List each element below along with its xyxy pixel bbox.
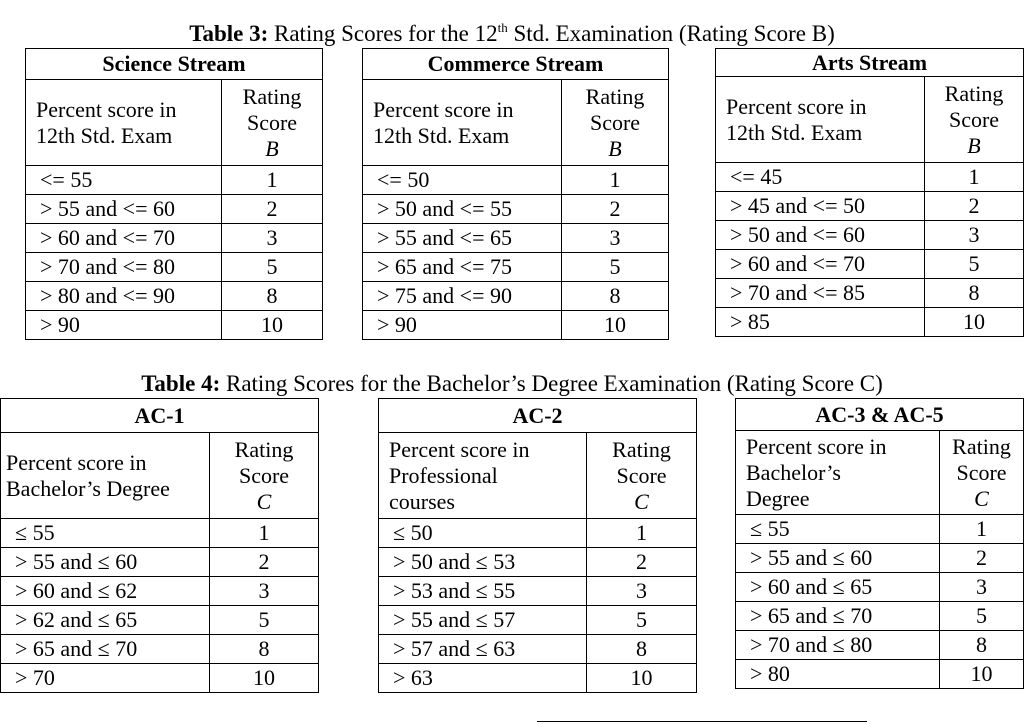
table3-label: Table 3: xyxy=(189,21,269,46)
score-cell: 8 xyxy=(210,635,319,664)
score-cell: 5 xyxy=(925,250,1024,279)
score-cell: 10 xyxy=(210,664,319,693)
percent-header: Percent score in Bachelor’s Degree xyxy=(1,433,210,519)
range-cell: > 70 and <= 80 xyxy=(26,253,222,282)
range-cell: > 63 xyxy=(379,664,587,693)
rating-header: Rating Score B xyxy=(925,77,1024,163)
percent-header: Percent score in 12th Std. Exam xyxy=(716,77,925,163)
percent-header: Percent score in Bachelor’s Degree xyxy=(736,431,940,515)
score-cell: 3 xyxy=(210,577,319,606)
score-cell: 3 xyxy=(925,221,1024,250)
table-row xyxy=(716,279,1024,308)
score-cell: 8 xyxy=(222,282,323,311)
score-cell: 8 xyxy=(587,635,697,664)
table-row xyxy=(26,224,323,253)
score-cell: 5 xyxy=(210,606,319,635)
rating-header: Rating Score C xyxy=(587,433,697,519)
table-row xyxy=(379,664,697,693)
score-cell: 3 xyxy=(940,573,1024,602)
table-row xyxy=(363,253,669,282)
score-cell: 1 xyxy=(925,163,1024,192)
score-cell: 2 xyxy=(925,192,1024,221)
range-cell: > 75 and <= 90 xyxy=(363,282,562,311)
table-row xyxy=(736,544,1024,573)
score-cell: 10 xyxy=(562,311,669,340)
percent-header: Percent score in 12th Std. Exam xyxy=(26,80,222,166)
table-row xyxy=(363,166,669,195)
score-cell: 1 xyxy=(562,166,669,195)
table-row xyxy=(363,195,669,224)
score-cell: 8 xyxy=(925,279,1024,308)
rating-header: Rating Score B xyxy=(562,80,669,166)
score-cell: 10 xyxy=(587,664,697,693)
table-row xyxy=(716,192,1024,221)
score-cell: 1 xyxy=(940,515,1024,544)
table4-title: Rating Scores for the Bachelor’s Degree Examination (Rating Score C) xyxy=(220,371,883,396)
category-title: AC-3 & AC-5 xyxy=(736,399,1024,431)
range-cell: > 60 and <= 70 xyxy=(26,224,222,253)
range-cell: > 55 and <= 65 xyxy=(363,224,562,253)
range-cell: <= 50 xyxy=(363,166,562,195)
range-cell: > 65 and ≤ 70 xyxy=(1,635,210,664)
table-row xyxy=(363,282,669,311)
range-cell: > 85 xyxy=(716,308,925,337)
range-cell: > 50 and <= 55 xyxy=(363,195,562,224)
table-row xyxy=(716,308,1024,337)
range-cell: > 70 and <= 85 xyxy=(716,279,925,308)
score-cell: 3 xyxy=(222,224,323,253)
range-cell: ≤ 55 xyxy=(1,519,210,548)
arts-stream-table xyxy=(715,48,1024,337)
table-row xyxy=(716,163,1024,192)
score-cell: 1 xyxy=(587,519,697,548)
stream-title: Commerce Stream xyxy=(363,49,669,80)
table-row xyxy=(716,250,1024,279)
table-row xyxy=(379,548,697,577)
range-cell: > 70 xyxy=(1,664,210,693)
table4-caption xyxy=(0,371,1024,397)
table4-label: Table 4: xyxy=(141,371,221,396)
percent-header: Percent score in Professional courses xyxy=(379,433,587,519)
page-edge-rule xyxy=(537,721,867,722)
range-cell: > 65 and ≤ 70 xyxy=(736,602,940,631)
table-row xyxy=(379,577,697,606)
stream-title: Science Stream xyxy=(26,49,323,80)
table3-caption xyxy=(0,21,1024,47)
table-row xyxy=(736,631,1024,660)
range-cell: <= 45 xyxy=(716,163,925,192)
range-cell: > 55 and ≤ 57 xyxy=(379,606,587,635)
rating-header: Rating Score C xyxy=(210,433,319,519)
range-cell: > 55 and ≤ 60 xyxy=(736,544,940,573)
table-row xyxy=(736,660,1024,689)
table-row xyxy=(1,548,319,577)
table-row xyxy=(1,664,319,693)
range-cell: > 55 and ≤ 60 xyxy=(1,548,210,577)
range-cell: > 60 and ≤ 65 xyxy=(736,573,940,602)
score-cell: 1 xyxy=(210,519,319,548)
stream-title: Arts Stream xyxy=(716,49,1024,77)
table-row xyxy=(1,519,319,548)
percent-header: Percent score in 12th Std. Exam xyxy=(363,80,562,166)
range-cell: > 55 and <= 60 xyxy=(26,195,222,224)
table-row xyxy=(716,221,1024,250)
score-cell: 10 xyxy=(925,308,1024,337)
ac3-ac5-table xyxy=(735,398,1024,689)
score-cell: 2 xyxy=(222,195,323,224)
table-row xyxy=(736,573,1024,602)
score-cell: 2 xyxy=(562,195,669,224)
range-cell: > 80 xyxy=(736,660,940,689)
range-cell: > 53 and ≤ 55 xyxy=(379,577,587,606)
table-row xyxy=(379,519,697,548)
table-row xyxy=(26,311,323,340)
table-row xyxy=(26,166,323,195)
range-cell: > 60 and <= 70 xyxy=(716,250,925,279)
table3-title-pre: Rating Scores for the 12 xyxy=(268,21,498,46)
range-cell: > 50 and ≤ 53 xyxy=(379,548,587,577)
table-row xyxy=(363,311,669,340)
table-row xyxy=(379,606,697,635)
score-cell: 5 xyxy=(940,602,1024,631)
table3-title-post: Std. Examination (Rating Score B) xyxy=(507,21,835,46)
table-row xyxy=(26,282,323,311)
category-title: AC-2 xyxy=(379,399,697,433)
table-row xyxy=(26,253,323,282)
rating-header: Rating Score C xyxy=(940,431,1024,515)
score-cell: 8 xyxy=(562,282,669,311)
range-cell: > 80 and <= 90 xyxy=(26,282,222,311)
science-stream-table xyxy=(25,48,323,340)
range-cell: > 50 and <= 60 xyxy=(716,221,925,250)
rating-header: Rating Score B xyxy=(222,80,323,166)
score-cell: 1 xyxy=(222,166,323,195)
score-cell: 3 xyxy=(562,224,669,253)
table-row xyxy=(1,577,319,606)
commerce-stream-table xyxy=(362,48,669,340)
range-cell: > 62 and ≤ 65 xyxy=(1,606,210,635)
table3-title-sup: th xyxy=(497,20,508,35)
score-cell: 8 xyxy=(940,631,1024,660)
score-cell: 5 xyxy=(222,253,323,282)
range-cell: > 60 and ≤ 62 xyxy=(1,577,210,606)
score-cell: 2 xyxy=(587,548,697,577)
ac1-table xyxy=(0,398,319,693)
range-cell: > 90 xyxy=(363,311,562,340)
table-row xyxy=(1,606,319,635)
score-cell: 2 xyxy=(940,544,1024,573)
table-row xyxy=(736,602,1024,631)
range-cell: > 90 xyxy=(26,311,222,340)
score-cell: 5 xyxy=(587,606,697,635)
score-cell: 3 xyxy=(587,577,697,606)
category-title: AC-1 xyxy=(1,399,319,433)
table-row xyxy=(1,635,319,664)
score-cell: 10 xyxy=(940,660,1024,689)
ac2-table xyxy=(378,398,697,693)
range-cell: > 45 and <= 50 xyxy=(716,192,925,221)
score-cell: 2 xyxy=(210,548,319,577)
table-row xyxy=(363,224,669,253)
range-cell: <= 55 xyxy=(26,166,222,195)
range-cell: > 70 and ≤ 80 xyxy=(736,631,940,660)
table-row xyxy=(736,515,1024,544)
score-cell: 10 xyxy=(222,311,323,340)
range-cell: > 57 and ≤ 63 xyxy=(379,635,587,664)
table-row xyxy=(379,635,697,664)
range-cell: > 65 and <= 75 xyxy=(363,253,562,282)
score-cell: 5 xyxy=(562,253,669,282)
table-row xyxy=(26,195,323,224)
range-cell: ≤ 50 xyxy=(379,519,587,548)
range-cell: ≤ 55 xyxy=(736,515,940,544)
